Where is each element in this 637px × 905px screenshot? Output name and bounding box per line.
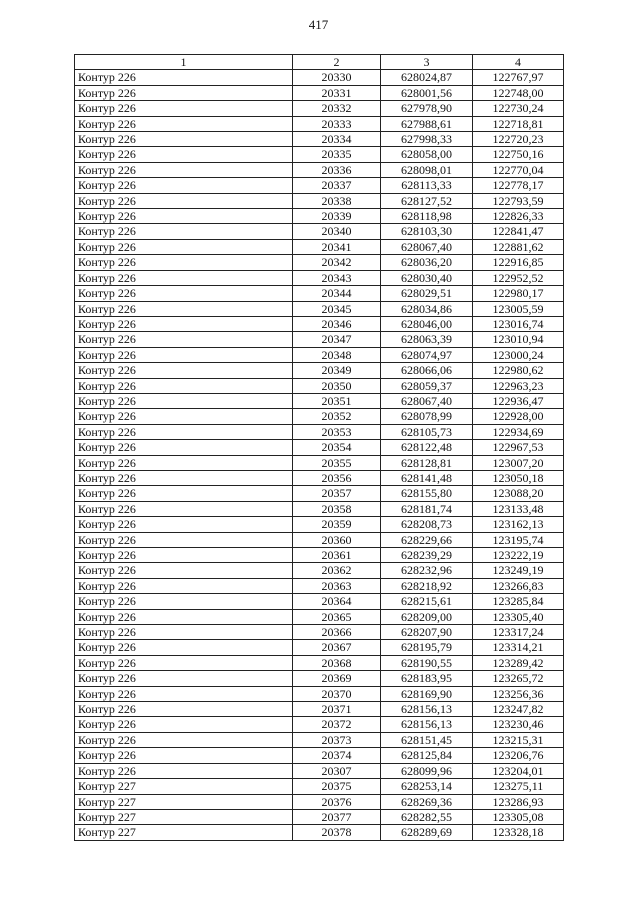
x-coordinate-cell: 628208,73: [381, 517, 473, 532]
table-row: [75, 625, 564, 640]
y-coordinate-cell: 123249,19: [473, 563, 564, 578]
table-row: [75, 548, 564, 563]
point-number-cell: 20332: [293, 101, 381, 116]
y-coordinate-cell: 122748,00: [473, 85, 564, 100]
point-number-cell: 20307: [293, 763, 381, 778]
y-coordinate-cell: 122952,52: [473, 270, 564, 285]
x-coordinate-cell: 628209,00: [381, 609, 473, 624]
x-coordinate-cell: 628105,73: [381, 424, 473, 439]
contour-name-cell: Контур 227: [75, 809, 293, 824]
table-row: [75, 809, 564, 824]
y-coordinate-cell: 122770,04: [473, 162, 564, 177]
y-coordinate-cell: 123007,20: [473, 455, 564, 470]
table-row: [75, 101, 564, 116]
x-coordinate-cell: 628067,40: [381, 393, 473, 408]
contour-name-cell: Контур 226: [75, 286, 293, 301]
point-number-cell: 20362: [293, 563, 381, 578]
x-coordinate-cell: 628103,30: [381, 224, 473, 239]
point-number-cell: 20375: [293, 779, 381, 794]
x-coordinate-cell: 628151,45: [381, 732, 473, 747]
table-row: [75, 239, 564, 254]
y-coordinate-cell: 123247,82: [473, 702, 564, 717]
point-number-cell: 20369: [293, 671, 381, 686]
contour-name-cell: Контур 226: [75, 732, 293, 747]
y-coordinate-cell: 122928,00: [473, 409, 564, 424]
point-number-cell: 20338: [293, 193, 381, 208]
contour-name-cell: Контур 226: [75, 378, 293, 393]
table-row: [75, 162, 564, 177]
point-number-cell: 20356: [293, 470, 381, 485]
x-coordinate-cell: 628253,14: [381, 779, 473, 794]
point-number-cell: 20333: [293, 116, 381, 131]
y-coordinate-cell: 123314,21: [473, 640, 564, 655]
point-number-cell: 20366: [293, 625, 381, 640]
table-row: [75, 717, 564, 732]
table-row: [75, 378, 564, 393]
table-row: [75, 578, 564, 593]
x-coordinate-cell: 628229,66: [381, 532, 473, 547]
contour-name-cell: Контур 226: [75, 517, 293, 532]
contour-name-cell: Контур 226: [75, 548, 293, 563]
point-number-cell: 20337: [293, 178, 381, 193]
point-number-cell: 20358: [293, 501, 381, 516]
table-row: [75, 270, 564, 285]
x-coordinate-cell: 628190,55: [381, 655, 473, 670]
x-coordinate-cell: 628024,87: [381, 70, 473, 85]
y-coordinate-cell: 122767,97: [473, 70, 564, 85]
table-row: [75, 316, 564, 331]
point-number-cell: 20336: [293, 162, 381, 177]
contour-name-cell: Контур 226: [75, 101, 293, 116]
y-coordinate-cell: 122793,59: [473, 193, 564, 208]
contour-name-cell: Контур 226: [75, 193, 293, 208]
page-number: 417: [308, 17, 329, 32]
table-row: [75, 347, 564, 362]
y-coordinate-cell: 123206,76: [473, 748, 564, 763]
y-coordinate-cell: 123305,40: [473, 609, 564, 624]
point-number-cell: 20377: [293, 809, 381, 824]
column-header-1: 1: [75, 55, 293, 70]
table-row: [75, 748, 564, 763]
contour-name-cell: Контур 226: [75, 85, 293, 100]
table-row: [75, 732, 564, 747]
contour-name-cell: Контур 226: [75, 717, 293, 732]
x-coordinate-cell: 628282,55: [381, 809, 473, 824]
y-coordinate-cell: 122980,62: [473, 363, 564, 378]
y-coordinate-cell: 123050,18: [473, 470, 564, 485]
point-number-cell: 20367: [293, 640, 381, 655]
point-number-cell: 20345: [293, 301, 381, 316]
table-row: [75, 763, 564, 778]
point-number-cell: 20351: [293, 393, 381, 408]
table-row: [75, 286, 564, 301]
contour-name-cell: Контур 226: [75, 671, 293, 686]
y-coordinate-cell: 122826,33: [473, 209, 564, 224]
table-row: [75, 563, 564, 578]
point-number-cell: 20355: [293, 455, 381, 470]
x-coordinate-cell: 628113,33: [381, 178, 473, 193]
point-number-cell: 20348: [293, 347, 381, 362]
x-coordinate-cell: 628067,40: [381, 239, 473, 254]
x-coordinate-cell: 628181,74: [381, 501, 473, 516]
contour-name-cell: Контур 226: [75, 116, 293, 131]
contour-name-cell: Контур 226: [75, 70, 293, 85]
x-coordinate-cell: 628269,36: [381, 794, 473, 809]
y-coordinate-cell: 123305,08: [473, 809, 564, 824]
contour-name-cell: Контур 226: [75, 594, 293, 609]
point-number-cell: 20354: [293, 440, 381, 455]
y-coordinate-cell: 122936,47: [473, 393, 564, 408]
contour-name-cell: Контур 226: [75, 640, 293, 655]
y-coordinate-cell: 123265,72: [473, 671, 564, 686]
x-coordinate-cell: 628066,06: [381, 363, 473, 378]
x-coordinate-cell: 628098,01: [381, 162, 473, 177]
point-number-cell: 20346: [293, 316, 381, 331]
table-row: [75, 702, 564, 717]
table-row: [75, 424, 564, 439]
contour-name-cell: Контур 226: [75, 686, 293, 701]
x-coordinate-cell: 628215,61: [381, 594, 473, 609]
point-number-cell: 20364: [293, 594, 381, 609]
x-coordinate-cell: 628029,51: [381, 286, 473, 301]
point-number-cell: 20349: [293, 363, 381, 378]
point-number-cell: 20335: [293, 147, 381, 162]
table-row: [75, 501, 564, 516]
contour-name-cell: Контур 226: [75, 470, 293, 485]
table-row: [75, 609, 564, 624]
table-row: [75, 85, 564, 100]
y-coordinate-cell: 122750,16: [473, 147, 564, 162]
point-number-cell: 20330: [293, 70, 381, 85]
point-number-cell: 20360: [293, 532, 381, 547]
y-coordinate-cell: 122718,81: [473, 116, 564, 131]
x-coordinate-cell: 628063,39: [381, 332, 473, 347]
point-number-cell: 20378: [293, 825, 381, 840]
x-coordinate-cell: 628289,69: [381, 825, 473, 840]
contour-name-cell: Контур 227: [75, 825, 293, 840]
point-number-cell: 20359: [293, 517, 381, 532]
point-number-cell: 20343: [293, 270, 381, 285]
x-coordinate-cell: 628169,90: [381, 686, 473, 701]
coordinates-table: [74, 54, 564, 841]
y-coordinate-cell: 123195,74: [473, 532, 564, 547]
x-coordinate-cell: 628059,37: [381, 378, 473, 393]
x-coordinate-cell: 627978,90: [381, 101, 473, 116]
point-number-cell: 20340: [293, 224, 381, 239]
contour-name-cell: Контур 226: [75, 578, 293, 593]
y-coordinate-cell: 122980,17: [473, 286, 564, 301]
table-row: [75, 147, 564, 162]
contour-name-cell: Контур 226: [75, 162, 293, 177]
point-number-cell: 20371: [293, 702, 381, 717]
x-coordinate-cell: 628036,20: [381, 255, 473, 270]
contour-name-cell: Контур 227: [75, 779, 293, 794]
y-coordinate-cell: 123010,94: [473, 332, 564, 347]
x-coordinate-cell: 627998,33: [381, 132, 473, 147]
table-row: [75, 470, 564, 485]
table-row: [75, 686, 564, 701]
contour-name-cell: Контур 226: [75, 424, 293, 439]
y-coordinate-cell: 123230,46: [473, 717, 564, 732]
y-coordinate-cell: 123204,01: [473, 763, 564, 778]
table-row: [75, 455, 564, 470]
point-number-cell: 20372: [293, 717, 381, 732]
point-number-cell: 20341: [293, 239, 381, 254]
point-number-cell: 20365: [293, 609, 381, 624]
contour-name-cell: Контур 226: [75, 209, 293, 224]
contour-name-cell: Контур 226: [75, 763, 293, 778]
contour-name-cell: Контур 226: [75, 255, 293, 270]
x-coordinate-cell: 628034,86: [381, 301, 473, 316]
table-row: [75, 640, 564, 655]
point-number-cell: 20376: [293, 794, 381, 809]
table-row: [75, 193, 564, 208]
point-number-cell: 20347: [293, 332, 381, 347]
x-coordinate-cell: 627988,61: [381, 116, 473, 131]
y-coordinate-cell: 123222,19: [473, 548, 564, 563]
contour-name-cell: Контур 226: [75, 393, 293, 408]
contour-name-cell: Контур 226: [75, 224, 293, 239]
contour-name-cell: Контур 226: [75, 609, 293, 624]
x-coordinate-cell: 628207,90: [381, 625, 473, 640]
contour-name-cell: Контур 226: [75, 332, 293, 347]
x-coordinate-cell: 628030,40: [381, 270, 473, 285]
contour-name-cell: Контур 226: [75, 748, 293, 763]
table-row: [75, 132, 564, 147]
point-number-cell: 20352: [293, 409, 381, 424]
point-number-cell: 20353: [293, 424, 381, 439]
x-coordinate-cell: 628156,13: [381, 702, 473, 717]
point-number-cell: 20331: [293, 85, 381, 100]
table-row: [75, 393, 564, 408]
x-coordinate-cell: 628232,96: [381, 563, 473, 578]
x-coordinate-cell: 628001,56: [381, 85, 473, 100]
table-row: [75, 363, 564, 378]
y-coordinate-cell: 122730,24: [473, 101, 564, 116]
y-coordinate-cell: 123289,42: [473, 655, 564, 670]
point-number-cell: 20350: [293, 378, 381, 393]
x-coordinate-cell: 628058,00: [381, 147, 473, 162]
table-row: [75, 332, 564, 347]
table-row: [75, 301, 564, 316]
y-coordinate-cell: 123328,18: [473, 825, 564, 840]
header-row: [75, 55, 564, 70]
x-coordinate-cell: 628074,97: [381, 347, 473, 362]
table-row: [75, 209, 564, 224]
point-number-cell: 20370: [293, 686, 381, 701]
contour-name-cell: Контур 226: [75, 363, 293, 378]
contour-name-cell: Контур 226: [75, 532, 293, 547]
y-coordinate-cell: 122916,85: [473, 255, 564, 270]
contour-name-cell: Контур 226: [75, 455, 293, 470]
contour-name-cell: Контур 226: [75, 147, 293, 162]
y-coordinate-cell: 123215,31: [473, 732, 564, 747]
contour-name-cell: Контур 226: [75, 316, 293, 331]
table-row: [75, 517, 564, 532]
x-coordinate-cell: 628155,80: [381, 486, 473, 501]
column-header-4: 4: [473, 55, 564, 70]
table-row: [75, 70, 564, 85]
x-coordinate-cell: 628183,95: [381, 671, 473, 686]
table-row: [75, 825, 564, 840]
table-row: [75, 794, 564, 809]
table-row: [75, 409, 564, 424]
x-coordinate-cell: 628125,84: [381, 748, 473, 763]
x-coordinate-cell: 628141,48: [381, 470, 473, 485]
y-coordinate-cell: 123275,11: [473, 779, 564, 794]
x-coordinate-cell: 628127,52: [381, 193, 473, 208]
x-coordinate-cell: 628099,96: [381, 763, 473, 778]
contour-name-cell: Контур 226: [75, 239, 293, 254]
y-coordinate-cell: 122967,53: [473, 440, 564, 455]
contour-name-cell: Контур 226: [75, 270, 293, 285]
y-coordinate-cell: 123088,20: [473, 486, 564, 501]
y-coordinate-cell: 123286,93: [473, 794, 564, 809]
y-coordinate-cell: 123005,59: [473, 301, 564, 316]
x-coordinate-cell: 628078,99: [381, 409, 473, 424]
contour-name-cell: Контур 226: [75, 655, 293, 670]
point-number-cell: 20357: [293, 486, 381, 501]
contour-name-cell: Контур 226: [75, 178, 293, 193]
y-coordinate-cell: 123016,74: [473, 316, 564, 331]
point-number-cell: 20374: [293, 748, 381, 763]
point-number-cell: 20339: [293, 209, 381, 224]
table-row: [75, 671, 564, 686]
point-number-cell: 20363: [293, 578, 381, 593]
contour-name-cell: Контур 226: [75, 301, 293, 316]
y-coordinate-cell: 122934,69: [473, 424, 564, 439]
y-coordinate-cell: 122881,62: [473, 239, 564, 254]
y-coordinate-cell: 123317,24: [473, 625, 564, 640]
x-coordinate-cell: 628195,79: [381, 640, 473, 655]
column-header-3: 3: [381, 55, 473, 70]
table-row: [75, 594, 564, 609]
point-number-cell: 20368: [293, 655, 381, 670]
contour-name-cell: Контур 226: [75, 563, 293, 578]
point-number-cell: 20361: [293, 548, 381, 563]
contour-name-cell: Контур 226: [75, 440, 293, 455]
y-coordinate-cell: 122778,17: [473, 178, 564, 193]
y-coordinate-cell: 123133,48: [473, 501, 564, 516]
y-coordinate-cell: 123256,36: [473, 686, 564, 701]
point-number-cell: 20373: [293, 732, 381, 747]
y-coordinate-cell: 122841,47: [473, 224, 564, 239]
y-coordinate-cell: 123266,83: [473, 578, 564, 593]
table-row: [75, 486, 564, 501]
contour-name-cell: Контур 226: [75, 132, 293, 147]
contour-name-cell: Контур 226: [75, 501, 293, 516]
table-row: [75, 255, 564, 270]
x-coordinate-cell: 628046,00: [381, 316, 473, 331]
contour-name-cell: Контур 226: [75, 486, 293, 501]
table-row: [75, 440, 564, 455]
table-row: [75, 224, 564, 239]
table-row: [75, 178, 564, 193]
contour-name-cell: Контур 227: [75, 794, 293, 809]
table-body: [75, 70, 564, 840]
y-coordinate-cell: 123285,84: [473, 594, 564, 609]
contour-name-cell: Контур 226: [75, 409, 293, 424]
y-coordinate-cell: 123162,13: [473, 517, 564, 532]
x-coordinate-cell: 628118,98: [381, 209, 473, 224]
y-coordinate-cell: 123000,24: [473, 347, 564, 362]
y-coordinate-cell: 122720,23: [473, 132, 564, 147]
x-coordinate-cell: 628239,29: [381, 548, 473, 563]
column-header-2: 2: [293, 55, 381, 70]
x-coordinate-cell: 628156,13: [381, 717, 473, 732]
x-coordinate-cell: 628122,48: [381, 440, 473, 455]
table-row: [75, 655, 564, 670]
table-row: [75, 779, 564, 794]
contour-name-cell: Контур 226: [75, 347, 293, 362]
table-row: [75, 116, 564, 131]
x-coordinate-cell: 628218,92: [381, 578, 473, 593]
table-row: [75, 532, 564, 547]
point-number-cell: 20344: [293, 286, 381, 301]
x-coordinate-cell: 628128,81: [381, 455, 473, 470]
y-coordinate-cell: 122963,23: [473, 378, 564, 393]
contour-name-cell: Контур 226: [75, 625, 293, 640]
point-number-cell: 20342: [293, 255, 381, 270]
point-number-cell: 20334: [293, 132, 381, 147]
contour-name-cell: Контур 226: [75, 702, 293, 717]
